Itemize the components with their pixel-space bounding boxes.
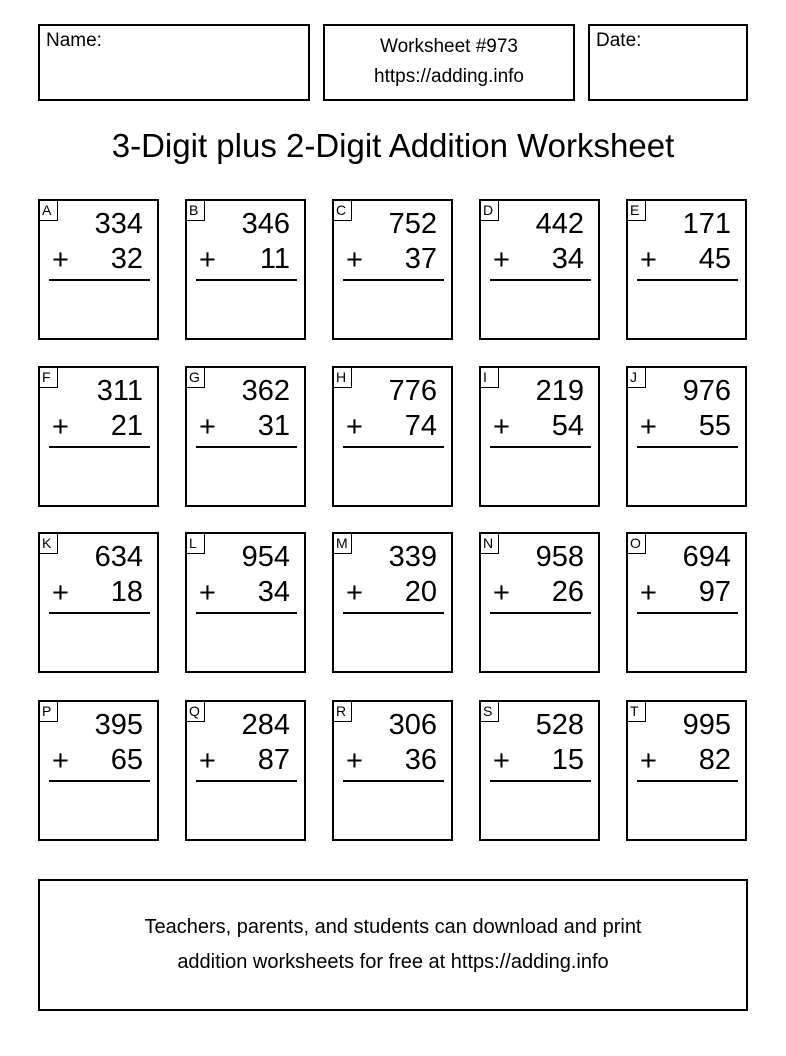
problem-label: H	[332, 366, 352, 388]
plus-sign: +	[640, 745, 657, 777]
problem-m	[332, 532, 453, 673]
problem-q	[185, 700, 306, 841]
problem-label: K	[38, 532, 58, 554]
problem-label: B	[185, 199, 205, 221]
problem-o	[626, 532, 747, 673]
addend-top: 171	[682, 208, 731, 240]
problem-label: Q	[185, 700, 205, 722]
plus-sign: +	[346, 244, 363, 276]
addend-bottom: 36	[404, 744, 437, 776]
name-field-box[interactable]	[38, 24, 310, 101]
plus-sign: +	[493, 577, 510, 609]
plus-sign: +	[52, 577, 69, 609]
plus-sign: +	[493, 244, 510, 276]
problem-label: F	[38, 366, 58, 388]
problem-label: O	[626, 532, 646, 554]
addend-bottom: 37	[404, 243, 437, 275]
worksheet-number: Worksheet #973	[379, 36, 518, 57]
problem-label: R	[332, 700, 352, 722]
addend-top: 346	[241, 208, 290, 240]
problem-f	[38, 366, 159, 507]
addend-bottom: 18	[110, 576, 143, 608]
problem-label: C	[332, 199, 352, 221]
footer-line-2: addition worksheets for free at https://adding.info	[177, 951, 609, 973]
addend-top: 776	[388, 375, 437, 407]
problem-t	[626, 700, 747, 841]
addend-bottom: 26	[551, 576, 584, 608]
worksheet-info-box	[323, 24, 575, 101]
problem-label: A	[38, 199, 58, 221]
problem-j	[626, 366, 747, 507]
problem-b	[185, 199, 306, 340]
plus-sign: +	[640, 244, 657, 276]
addend-bottom: 34	[551, 243, 584, 275]
addend-bottom: 65	[110, 744, 143, 776]
addend-top: 219	[535, 375, 584, 407]
addend-top: 306	[388, 709, 437, 741]
date-label: Date:	[596, 30, 642, 51]
answer-line[interactable]	[49, 780, 150, 782]
addend-bottom: 45	[698, 243, 731, 275]
answer-line[interactable]	[196, 446, 297, 448]
addend-bottom: 31	[257, 410, 290, 442]
problem-k	[38, 532, 159, 673]
addend-top: 958	[535, 541, 584, 573]
date-field-box[interactable]	[588, 24, 748, 101]
addend-top: 339	[388, 541, 437, 573]
plus-sign: +	[199, 577, 216, 609]
addend-bottom: 11	[259, 243, 290, 275]
addend-bottom: 20	[404, 576, 437, 608]
plus-sign: +	[199, 411, 216, 443]
addend-top: 976	[682, 375, 731, 407]
addend-top: 995	[682, 709, 731, 741]
addend-bottom: 34	[257, 576, 290, 608]
problem-label: T	[626, 700, 646, 722]
addend-bottom: 82	[698, 744, 731, 776]
answer-line[interactable]	[343, 446, 444, 448]
answer-line[interactable]	[490, 279, 591, 281]
addend-bottom: 32	[110, 243, 143, 275]
problem-label: N	[479, 532, 499, 554]
plus-sign: +	[52, 411, 69, 443]
problem-label: M	[332, 532, 352, 554]
problem-s	[479, 700, 600, 841]
addend-bottom: 97	[698, 576, 731, 608]
addend-top: 634	[94, 541, 143, 573]
plus-sign: +	[346, 577, 363, 609]
problem-label: P	[38, 700, 58, 722]
addend-top: 752	[388, 208, 437, 240]
problem-label: L	[185, 532, 205, 554]
answer-line[interactable]	[49, 612, 150, 614]
addend-top: 334	[94, 208, 143, 240]
addend-bottom: 55	[698, 410, 731, 442]
problem-label: D	[479, 199, 499, 221]
answer-line[interactable]	[490, 780, 591, 782]
answer-line[interactable]	[196, 780, 297, 782]
plus-sign: +	[640, 411, 657, 443]
problem-label: J	[626, 366, 646, 388]
answer-line[interactable]	[637, 279, 738, 281]
answer-line[interactable]	[637, 780, 738, 782]
answer-line[interactable]	[49, 446, 150, 448]
answer-line[interactable]	[49, 279, 150, 281]
name-label: Name:	[46, 30, 102, 51]
problem-label: G	[185, 366, 205, 388]
footer-line-1: Teachers, parents, and students can download and print	[144, 916, 642, 938]
answer-line[interactable]	[343, 279, 444, 281]
addend-bottom: 87	[257, 744, 290, 776]
problem-r	[332, 700, 453, 841]
answer-line[interactable]	[637, 612, 738, 614]
addend-bottom: 15	[551, 744, 584, 776]
addend-top: 528	[535, 709, 584, 741]
problem-label: S	[479, 700, 499, 722]
addend-top: 694	[682, 541, 731, 573]
answer-line[interactable]	[343, 612, 444, 614]
addend-top: 395	[94, 709, 143, 741]
answer-line[interactable]	[196, 612, 297, 614]
footer-box	[38, 879, 748, 1011]
problem-g	[185, 366, 306, 507]
plus-sign: +	[52, 244, 69, 276]
problem-n	[479, 532, 600, 673]
page-title: 3-Digit plus 2-Digit Addition Worksheet	[111, 127, 675, 164]
answer-line[interactable]	[490, 446, 591, 448]
plus-sign: +	[640, 577, 657, 609]
addend-bottom: 21	[110, 410, 143, 442]
addend-top: 311	[96, 375, 143, 407]
addend-top: 954	[241, 541, 290, 573]
addend-top: 284	[241, 709, 290, 741]
plus-sign: +	[199, 244, 216, 276]
plus-sign: +	[52, 745, 69, 777]
problem-i	[479, 366, 600, 507]
problem-h	[332, 366, 453, 507]
answer-line[interactable]	[637, 446, 738, 448]
plus-sign: +	[199, 745, 216, 777]
problem-l	[185, 532, 306, 673]
plus-sign: +	[346, 411, 363, 443]
problem-e	[626, 199, 747, 340]
problem-c	[332, 199, 453, 340]
addend-top: 442	[535, 208, 584, 240]
addend-top: 362	[241, 375, 290, 407]
problem-d	[479, 199, 600, 340]
answer-line[interactable]	[196, 279, 297, 281]
plus-sign: +	[346, 745, 363, 777]
problem-a	[38, 199, 159, 340]
problem-label: E	[626, 199, 646, 221]
problem-label: I	[479, 366, 499, 388]
answer-line[interactable]	[490, 612, 591, 614]
plus-sign: +	[493, 411, 510, 443]
addend-bottom: 54	[551, 410, 584, 442]
plus-sign: +	[493, 745, 510, 777]
problem-p	[38, 700, 159, 841]
addend-bottom: 74	[404, 410, 437, 442]
answer-line[interactable]	[343, 780, 444, 782]
worksheet-url: https://adding.info	[374, 66, 524, 87]
